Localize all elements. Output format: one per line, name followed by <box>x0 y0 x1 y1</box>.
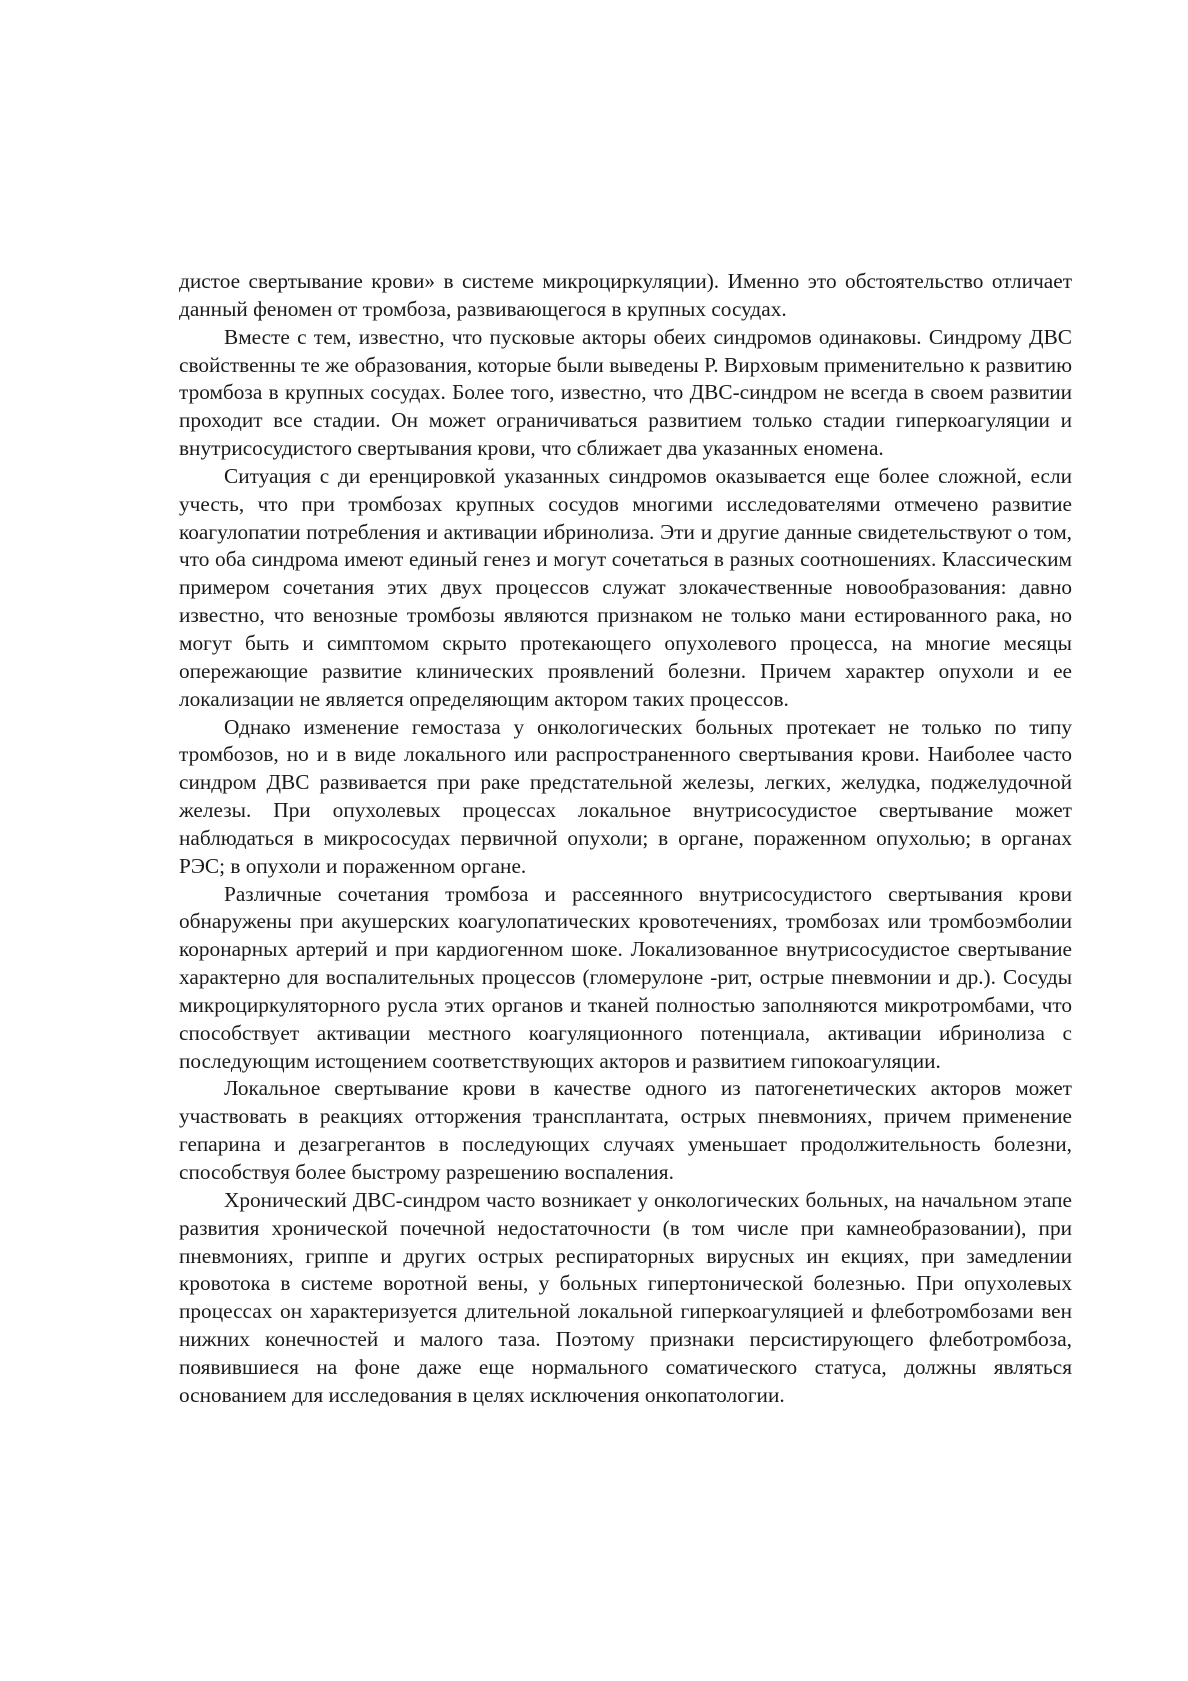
paragraph-differentiation: Ситуация с ди еренцировкой указанных синдромов оказывается еще более сложной, если учесть, что при тромбозах крупных сосудов многими исследователями отмечено развитие коагулопатии потребления и активации ибринолиза. Эти и другие данные свидетельствуют о том, что оба синдрома имеют единый генез и могут сочетаться в разных соотношениях. Классическим примером сочетания этих двух процессов служат злокачественные новообразования: давно известно, что венозные тромбозы являются признаком не только мани естированного рака, но могут быть и симптомом скрыто протекающего опухолевого процесса, на многие месяцы опережающие развитие клинических проявлений болезни. Причем характер опухоли и ее локализации не является определяющим актором таких процессов. <box>179 463 1072 711</box>
paragraph-local-coagulation: Локальное свертывание крови в качестве одного из патогенетических акторов может участвовать в реакциях отторжения трансплантата, острых пневмониях, причем применение гепарина и дезагрегантов в последующих случаях уменьшает продолжительность болезни, способствуя более быстрому разрешению воспаления. <box>179 1076 1072 1184</box>
body-text <box>179 268 1072 1410</box>
paragraph-combinations: Различные сочетания тромбоза и рассеянного внутрисосудистого свертывания крови обнаружены при акушерских коагулопатических кровотечениях, тромбозах или тромбоэмболии коронарных артерий и при кардиогенном шоке. Локализованное внутрисосудистое свертывание характерно для воспалительных процессов (гломерулоне -рит, острые пневмонии и др.). Сосуды микроциркуляторного русла этих органов и тканей полностью заполняются микротромбами, что способствует активации местного коагуляционного потенциала, активации ибринолиза с последующим истощением соответствующих акторов и развитием гипокоагуляции. <box>179 881 1072 1073</box>
paragraph-continuation: дистое свертывание крови» в системе микроциркуляции). Именно это обстоятельство отличает данный феномен от тромбоза, развивающегося в крупных сосудах. <box>179 269 1072 321</box>
paragraph-trigger-factors: Вместе с тем, известно, что пусковые акторы обеих синдромов одинаковы. Синдрому ДВС свойственны те же образования, которые были выведены Р. Вирховым применительно к развитию тромбоза в крупных сосудах. Более того, известно, что ДВС-синдром не всегда в своем развитии проходит все стадии. Он может ограничиваться развитием только стадии гиперкоагуляции и внутрисосудистого свертывания крови, что сближает два указанных еномена. <box>179 324 1072 461</box>
paragraph-oncology-hemostasis: Однако изменение гемостаза у онкологических больных протекает не только по типу тромбозов, но и в виде локального или распространенного свертывания крови. Наиболее часто синдром ДВС развивается при раке предстательной железы, легких, желудка, поджелудочной железы. При опухолевых процессах локальное внутрисосудистое свертывание может наблюдаться в микрососудах первичной опухоли; в органе, пораженном опухолью; в органах РЭС; в опухоли и пораженном органе. <box>179 714 1072 878</box>
paragraph-chronic-dic: Хронический ДВС-синдром часто возникает у онкологических больных, на начальном этапе развития хронической почечной недостаточности (в том числе при камнеобразовании), при пневмониях, гриппе и других острых респираторных вирусных ин екциях, при замедлении кровотока в системе воротной вены, у больных гипертонической болезнью. При опухолевых процессах он характеризуется длительной локальной гиперкоагуляцией и флеботромбозами вен нижних конечностей и малого таза. Поэтому признаки персистирующего флеботромбоза, появившиеся на фоне даже еще нормального соматического статуса, должны являться основанием для исследования в целях исключения онкопатологии. <box>179 1187 1072 1407</box>
